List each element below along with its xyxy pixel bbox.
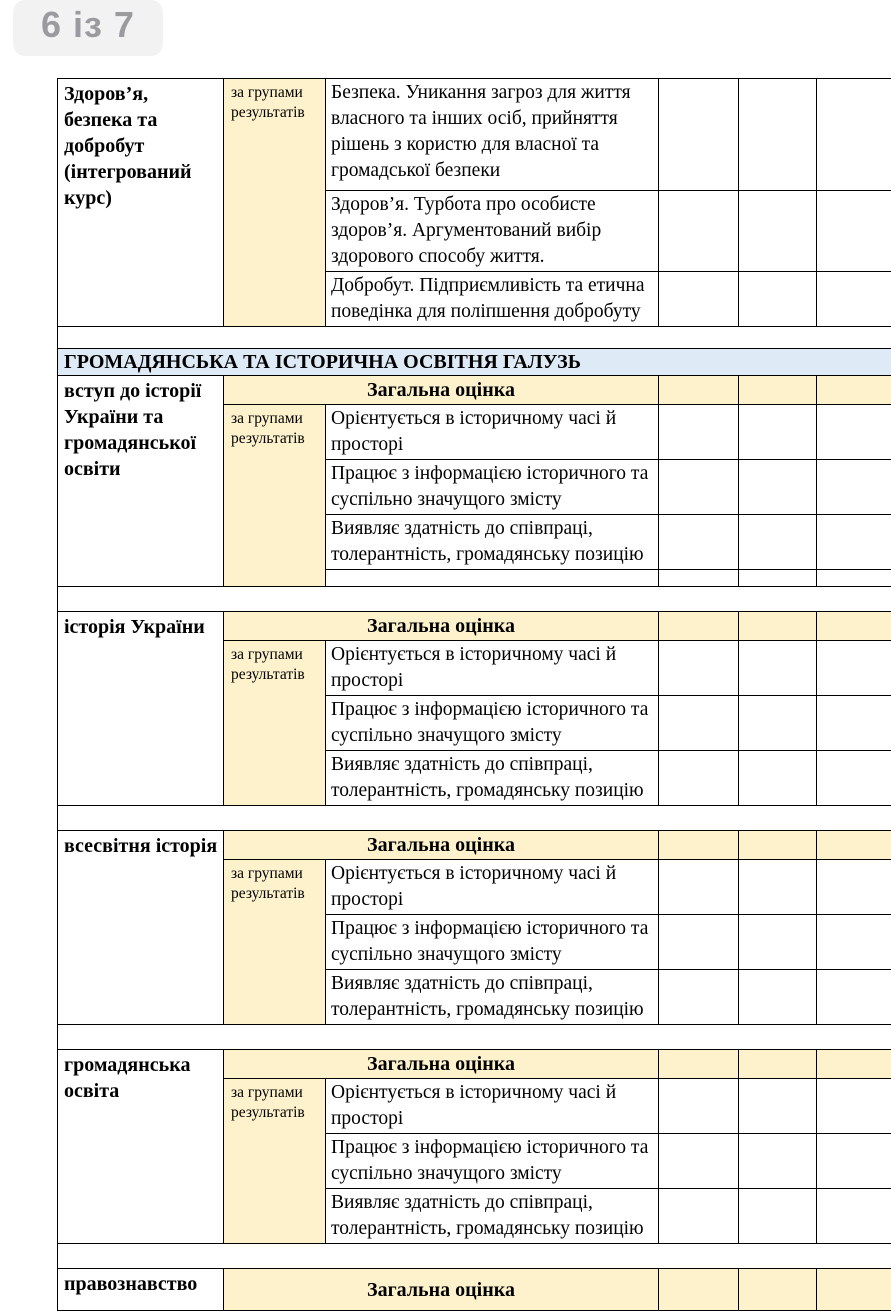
criterion-cell: Орієнтується в історичному часі й просторі bbox=[326, 641, 659, 696]
grade-cell bbox=[739, 272, 817, 327]
section-spacer bbox=[58, 587, 891, 612]
grade-cell bbox=[817, 1189, 891, 1244]
grade-cell bbox=[659, 1269, 739, 1311]
table-row bbox=[58, 349, 891, 376]
group-label-cell: за групами результатів bbox=[224, 860, 326, 1025]
grade-cell bbox=[739, 191, 817, 272]
grade-cell bbox=[739, 751, 817, 806]
grade-cell bbox=[817, 831, 891, 860]
grade-cell bbox=[659, 515, 739, 570]
criterion-cell: Працює з інформацією історичного та суспільно значущого змісту bbox=[326, 915, 659, 970]
grade-cell bbox=[739, 1079, 817, 1134]
grade-cell bbox=[817, 1134, 891, 1189]
grade-cell bbox=[739, 612, 817, 641]
grade-cell bbox=[659, 405, 739, 460]
criterion-cell: Здоров’я. Турбота про особисте здоров’я. Аргументований вибір здорового способу життя. bbox=[326, 191, 659, 272]
grade-cell bbox=[659, 460, 739, 515]
grade-cell bbox=[739, 515, 817, 570]
grade-cell bbox=[739, 460, 817, 515]
grade-cell bbox=[817, 460, 891, 515]
grade-cell bbox=[659, 570, 739, 587]
section-spacer bbox=[58, 1025, 891, 1050]
grade-cell bbox=[659, 191, 739, 272]
grade-cell bbox=[817, 1269, 891, 1311]
spacer-cell bbox=[58, 1244, 891, 1269]
grade-cell bbox=[739, 970, 817, 1025]
grade-cell bbox=[739, 915, 817, 970]
grade-cell bbox=[817, 696, 891, 751]
spacer-cell bbox=[58, 327, 891, 349]
grade-cell bbox=[659, 751, 739, 806]
empty-cell bbox=[326, 570, 659, 587]
grade-cell bbox=[817, 191, 891, 272]
grade-cell bbox=[739, 1134, 817, 1189]
subject-cell: вступ до історії України та громадянської освіти bbox=[58, 376, 224, 587]
criterion-cell: Працює з інформацією історичного та суспільно значущого змісту bbox=[326, 1134, 659, 1189]
criterion-cell: Виявляє здатність до співпраці, толерантність, громадянську позицію bbox=[326, 970, 659, 1025]
grade-cell bbox=[659, 1050, 739, 1079]
group-label-cell: за групами результатів bbox=[224, 405, 326, 587]
page-indicator: 6 із 7 bbox=[13, 0, 163, 56]
overall-grade-label: Загальна оцінка bbox=[224, 1269, 659, 1311]
subject-cell: Здоров’я, безпека та добробут (інтегрований курс) bbox=[58, 79, 224, 327]
criterion-cell: Виявляє здатність до співпраці, толерантність, громадянську позицію bbox=[326, 1189, 659, 1244]
grade-cell bbox=[659, 831, 739, 860]
overall-grade-label: Загальна оцінка bbox=[224, 612, 659, 641]
grade-cell bbox=[739, 79, 817, 191]
criterion-cell: Працює з інформацією історичного та суспільно значущого змісту bbox=[326, 460, 659, 515]
subject-cell: громадянська освіта bbox=[58, 1050, 224, 1244]
grade-cell bbox=[659, 1079, 739, 1134]
assessment-table bbox=[57, 78, 891, 1311]
grade-cell bbox=[739, 641, 817, 696]
section-spacer bbox=[58, 1244, 891, 1269]
grade-cell bbox=[659, 612, 739, 641]
criterion-cell: Орієнтується в історичному часі й просторі bbox=[326, 860, 659, 915]
group-label-cell: за групами результатів bbox=[224, 1079, 326, 1244]
grade-cell bbox=[817, 1050, 891, 1079]
grade-cell bbox=[817, 570, 891, 587]
grade-cell bbox=[659, 1189, 739, 1244]
grade-cell bbox=[739, 831, 817, 860]
section-spacer bbox=[58, 806, 891, 831]
grade-cell bbox=[739, 376, 817, 405]
grade-cell bbox=[817, 405, 891, 460]
table-row bbox=[58, 612, 891, 641]
spacer-cell bbox=[58, 587, 891, 612]
criterion-cell: Добробут. Підприємливість та етична поведінка для поліпшення добробуту bbox=[326, 272, 659, 327]
spacer-cell bbox=[58, 806, 891, 831]
grade-cell bbox=[817, 79, 891, 191]
grade-cell bbox=[817, 915, 891, 970]
grade-cell bbox=[659, 915, 739, 970]
criterion-cell: Виявляє здатність до співпраці, толерантність, громадянську позицію bbox=[326, 751, 659, 806]
grade-cell bbox=[817, 751, 891, 806]
subject-cell: всесвітня історія bbox=[58, 831, 224, 1025]
table-row bbox=[58, 1269, 891, 1311]
subject-cell: історія України bbox=[58, 612, 224, 806]
grade-cell bbox=[659, 860, 739, 915]
grade-cell bbox=[817, 970, 891, 1025]
grade-cell bbox=[739, 860, 817, 915]
table-row bbox=[58, 376, 891, 405]
grade-cell bbox=[817, 1079, 891, 1134]
criterion-cell: Безпека. Уникання загроз для життя власного та інших осіб, прийняття рішень з користю для власної та громадської безпеки bbox=[326, 79, 659, 191]
grade-cell bbox=[739, 696, 817, 751]
table-row bbox=[58, 1050, 891, 1079]
grade-cell bbox=[817, 376, 891, 405]
domain-header: ГРОМАДЯНСЬКА ТА ІСТОРИЧНА ОСВІТНЯ ГАЛУЗЬ bbox=[58, 349, 891, 376]
grade-cell bbox=[817, 612, 891, 641]
section-spacer bbox=[58, 327, 891, 349]
group-label-cell: за групами результатів bbox=[224, 79, 326, 327]
table-row bbox=[58, 831, 891, 860]
document-page bbox=[57, 78, 891, 1311]
grade-cell bbox=[659, 272, 739, 327]
grade-cell bbox=[659, 970, 739, 1025]
subject-cell: правознавство bbox=[58, 1269, 224, 1311]
grade-cell bbox=[817, 515, 891, 570]
grade-cell bbox=[739, 1269, 817, 1311]
overall-grade-label: Загальна оцінка bbox=[224, 831, 659, 860]
grade-cell bbox=[739, 405, 817, 460]
grade-cell bbox=[659, 641, 739, 696]
grade-cell bbox=[739, 570, 817, 587]
grade-cell bbox=[739, 1050, 817, 1079]
criterion-cell: Орієнтується в історичному часі й просторі bbox=[326, 1079, 659, 1134]
grade-cell bbox=[817, 641, 891, 696]
grade-cell bbox=[659, 376, 739, 405]
overall-grade-label: Загальна оцінка bbox=[224, 376, 659, 405]
criterion-cell: Виявляє здатність до співпраці, толерантність, громадянську позицію bbox=[326, 515, 659, 570]
criterion-cell: Орієнтується в історичному часі й просторі bbox=[326, 405, 659, 460]
table-row bbox=[58, 79, 891, 191]
grade-cell bbox=[659, 79, 739, 191]
grade-cell bbox=[739, 1189, 817, 1244]
spacer-cell bbox=[58, 1025, 891, 1050]
grade-cell bbox=[659, 1134, 739, 1189]
group-label-cell: за групами результатів bbox=[224, 641, 326, 806]
overall-grade-label: Загальна оцінка bbox=[224, 1050, 659, 1079]
grade-cell bbox=[817, 860, 891, 915]
criterion-cell: Працює з інформацією історичного та суспільно значущого змісту bbox=[326, 696, 659, 751]
grade-cell bbox=[659, 696, 739, 751]
grade-cell bbox=[817, 272, 891, 327]
